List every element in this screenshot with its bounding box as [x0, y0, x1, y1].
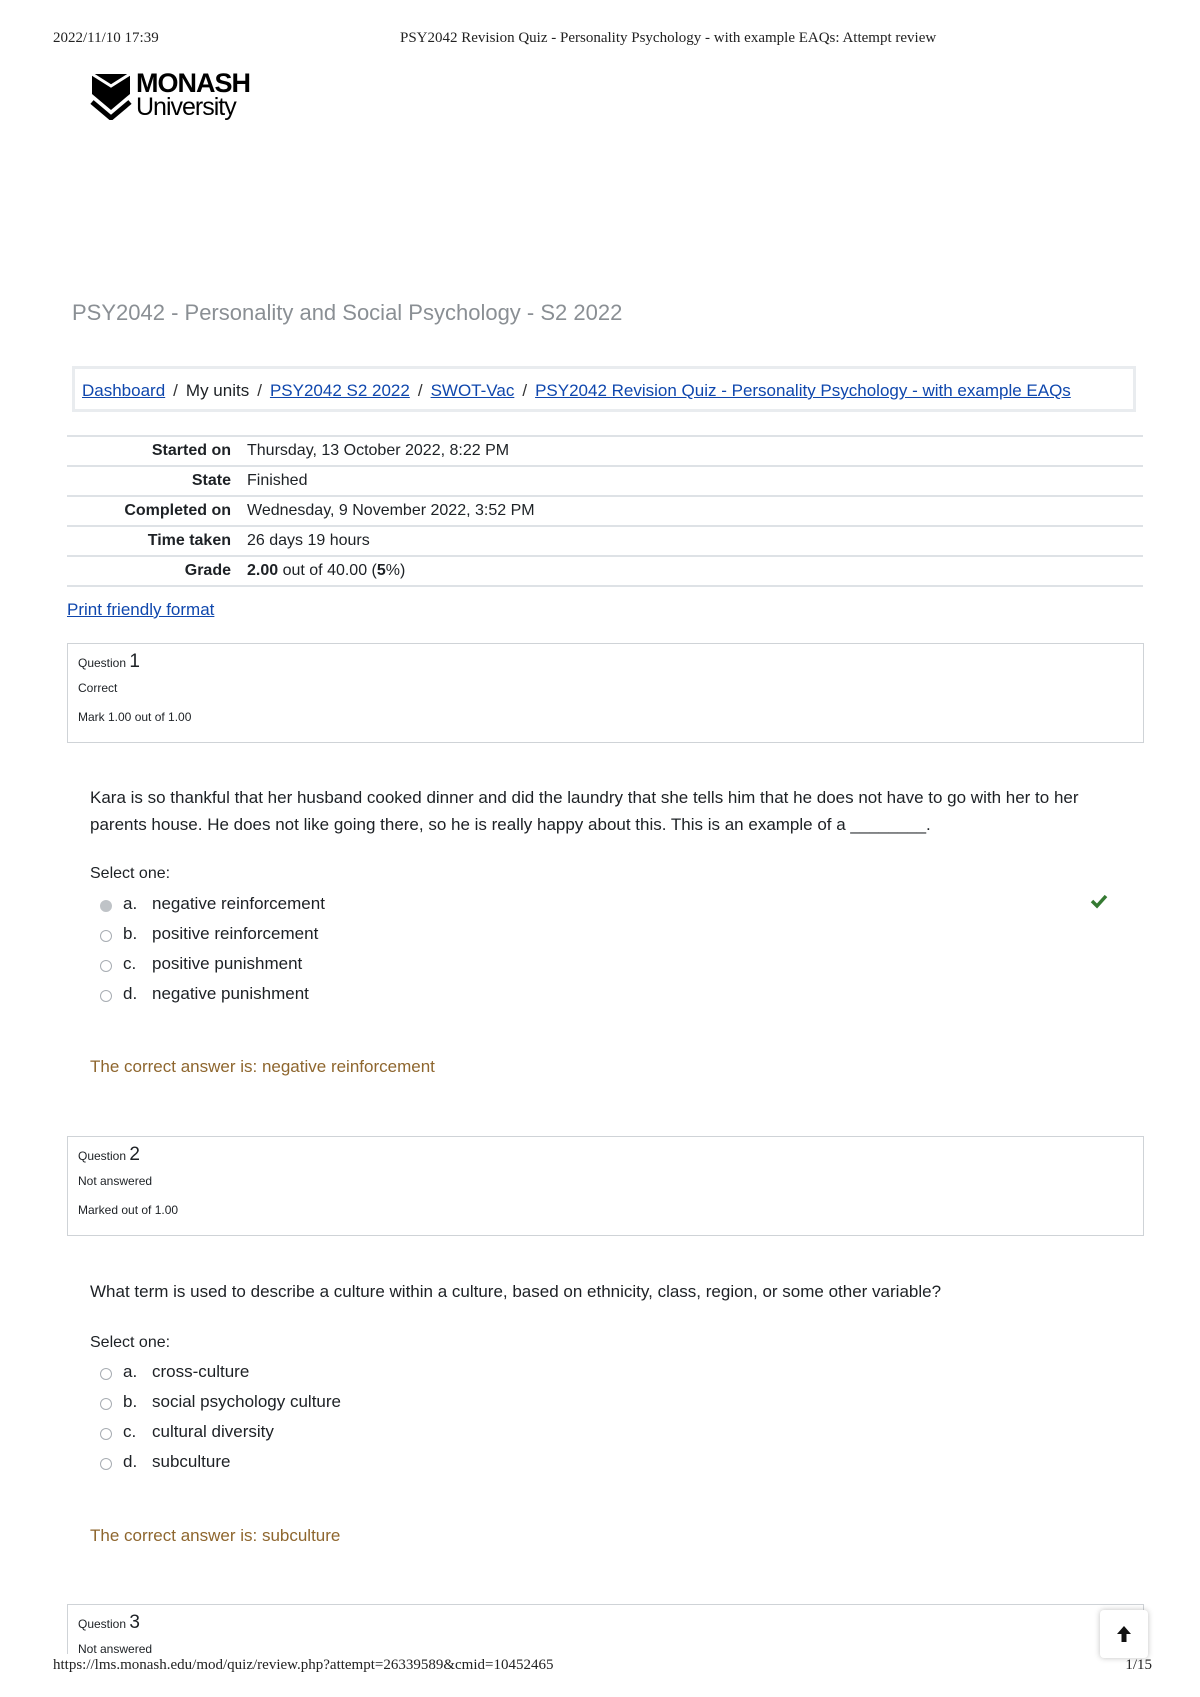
print-header: [53, 30, 1100, 52]
question-state: Not answered: [78, 1174, 153, 1188]
summary-value: [247, 556, 1143, 586]
summary-label: State: [67, 466, 247, 496]
question-number-value: 3: [129, 1612, 140, 1633]
summary-value: Thursday, 13 October 2022, 8:22 PM: [247, 436, 1143, 466]
radio-button[interactable]: [100, 1398, 112, 1410]
grade-percent-suffix: %): [385, 562, 406, 579]
breadcrumb-separator: /: [173, 381, 178, 400]
question-info-box: [67, 1604, 1144, 1654]
breadcrumb-quiz[interactable]: PSY2042 Revision Quiz - Personality Psychology - with example EAQs: [535, 381, 1071, 400]
answer-option[interactable]: [96, 1422, 1106, 1452]
attempt-summary-table: [67, 435, 1143, 587]
option-letter: b.: [123, 924, 138, 943]
option-letter: d.: [123, 1452, 138, 1471]
select-one-label: Select one:: [90, 1334, 171, 1351]
monash-logo[interactable]: [90, 70, 270, 122]
summary-value: Wednesday, 9 November 2022, 3:52 PM: [247, 496, 1143, 526]
answer-option[interactable]: [96, 954, 1106, 984]
summary-row-started: [67, 436, 1143, 466]
answer-options: [96, 1362, 1106, 1482]
question-state: Correct: [78, 681, 118, 695]
question-number: Question 1: [78, 651, 140, 672]
summary-row-time-taken: [67, 526, 1143, 556]
option-text: cultural diversity: [152, 1422, 274, 1441]
summary-label: Time taken: [67, 526, 247, 556]
question-number: Question 2: [78, 1144, 140, 1165]
summary-row-completed: [67, 496, 1143, 526]
option-text: positive reinforcement: [152, 924, 319, 943]
grade-percent: 5: [376, 562, 386, 579]
print-footer: [53, 1657, 1152, 1679]
breadcrumb-separator: /: [522, 381, 528, 400]
radio-button[interactable]: [100, 990, 112, 1002]
question-number-value: 1: [129, 651, 140, 672]
print-page-title: PSY2042 Revision Quiz - Personality Psychology - with example EAQs: Attempt review: [400, 30, 937, 46]
print-page-number: 1/15: [1125, 1657, 1152, 1673]
question-info-box: [67, 643, 1144, 743]
question-text: What term is used to describe a culture within a culture, based on ethnicity, class, region, or some other variable?: [90, 1282, 942, 1301]
option-text: subculture: [152, 1452, 231, 1471]
answer-option[interactable]: [96, 984, 1106, 1014]
answer-option[interactable]: [96, 894, 1106, 924]
radio-button[interactable]: [100, 960, 112, 972]
breadcrumb-unit[interactable]: PSY2042 S2 2022: [269, 381, 410, 400]
question-state: Not answered: [78, 1642, 153, 1654]
breadcrumb: [72, 366, 1136, 412]
radio-button[interactable]: [100, 1458, 112, 1470]
radio-button[interactable]: [100, 1428, 112, 1440]
question-mark: Marked out of 1.00: [78, 1203, 179, 1217]
breadcrumb-section[interactable]: SWOT-Vac: [430, 381, 515, 400]
question-info-box: [67, 1136, 1144, 1236]
answer-option[interactable]: [96, 1392, 1106, 1422]
arrow-up-icon: [1115, 1624, 1133, 1644]
answer-options: [96, 894, 1106, 1014]
option-text: social psychology culture: [152, 1392, 341, 1411]
radio-button[interactable]: [100, 930, 112, 942]
question-number: Question 3: [78, 1612, 140, 1633]
logo-word-university: University: [136, 93, 236, 121]
option-letter: c.: [123, 954, 137, 973]
print-datetime: 2022/11/10 17:39: [53, 30, 159, 46]
select-one-label: Select one:: [90, 865, 171, 882]
breadcrumb-dashboard[interactable]: Dashboard: [82, 381, 166, 400]
option-text: negative punishment: [152, 984, 309, 1003]
course-title: PSY2042 - Personality and Social Psychology - S2 2022: [72, 300, 623, 325]
print-url: https://lms.monash.edu/mod/quiz/review.php?attempt=26339589&cmid=10452465: [53, 1657, 554, 1673]
radio-button[interactable]: [100, 1368, 112, 1380]
question-number-value: 2: [129, 1144, 140, 1165]
option-text: cross-culture: [152, 1362, 250, 1381]
check-icon: [1090, 892, 1108, 910]
summary-value: 26 days 19 hours: [247, 526, 1143, 556]
option-letter: c.: [123, 1422, 137, 1441]
back-to-top-button[interactable]: [1100, 1610, 1148, 1658]
answer-option[interactable]: [96, 924, 1106, 954]
summary-row-grade: [67, 556, 1143, 586]
option-letter: d.: [123, 984, 138, 1003]
breadcrumb-separator: /: [257, 381, 262, 400]
summary-value: Finished: [247, 466, 1143, 496]
monash-shield-icon: [90, 72, 132, 120]
answer-option[interactable]: [96, 1362, 1106, 1392]
answer-option[interactable]: [96, 1452, 1106, 1482]
option-letter: b.: [123, 1392, 138, 1411]
grade-score: 2.00: [247, 562, 279, 579]
summary-label: Grade: [67, 556, 247, 586]
question-text: Kara is so thankful that her husband cooked dinner and did the laundry that she tells him that he does not have to go with her to her parents house. He does not like going there, so he is really happy about this. This is an example of a ________.: [90, 788, 1079, 834]
breadcrumb-my-units: My units: [185, 381, 250, 400]
grade-out-of: out of 40.00 (: [278, 562, 377, 579]
option-letter: a.: [123, 894, 138, 913]
correct-answer-feedback: The correct answer is: subculture: [90, 1526, 341, 1545]
summary-label: Completed on: [67, 496, 247, 526]
print-friendly-link[interactable]: Print friendly format: [67, 600, 215, 619]
option-text: positive punishment: [152, 954, 303, 973]
radio-button-selected[interactable]: [100, 900, 112, 912]
breadcrumb-separator: /: [417, 381, 423, 400]
question-mark: Mark 1.00 out of 1.00: [78, 710, 192, 724]
correct-answer-feedback: The correct answer is: negative reinforcement: [90, 1057, 435, 1076]
summary-row-state: [67, 466, 1143, 496]
option-letter: a.: [123, 1362, 138, 1381]
option-text: negative reinforcement: [152, 894, 325, 913]
logo-word-monash: MONASH: [136, 68, 250, 98]
summary-label: Started on: [67, 436, 247, 466]
